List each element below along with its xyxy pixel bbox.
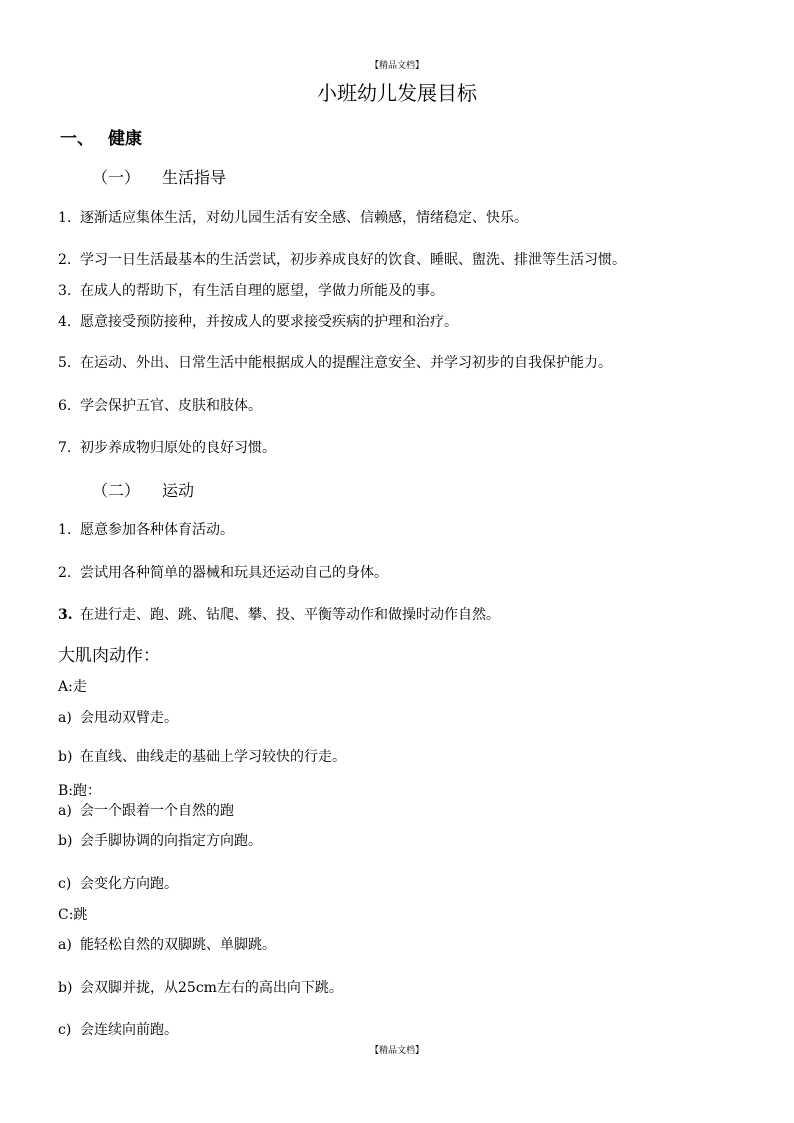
list-item: b) 在直线、曲线走的基础上学习较快的行走。 <box>58 749 346 765</box>
list-item: 5. 在运动、外出、日常生活中能根据成人的提醒注意安全、并学习初步的自我保护能力。 <box>58 355 612 371</box>
big-motor-heading: 大肌肉动作： <box>58 646 160 666</box>
list-item: c) 会连续向前跑。 <box>58 1022 178 1038</box>
list-item: c) 会变化方向跑。 <box>58 876 178 892</box>
group-label-run: B:跑： <box>58 783 102 799</box>
list-item: 2. 尝试用各种简单的器械和玩具还运动自己的身体。 <box>58 565 388 581</box>
subsection-label: 生活指导 <box>162 168 227 187</box>
section-number: 一、 <box>60 129 94 149</box>
page-footer: 【精品文档】 <box>369 1046 424 1056</box>
page-title: 小班幼儿发展目标 <box>317 81 477 105</box>
list-item: 6. 学会保护五官、皮肤和肢体。 <box>58 398 262 414</box>
group-label-walk: A:走 <box>58 679 87 695</box>
list-item: 3. 在进行走、跑、跳、钻爬、攀、投、平衡等动作和做操时动作自然。 <box>58 607 500 623</box>
subsection-number: （二） <box>92 481 141 500</box>
section-heading-health <box>60 124 142 149</box>
list-item: 1. 愿意参加各种体育活动。 <box>58 522 234 538</box>
list-item: a) 会一个跟着一个自然的跑 <box>58 803 234 819</box>
list-item: b) 会双脚并拢，从25cm左右的高出向下跳。 <box>58 980 343 996</box>
list-item: 2. 学习一日生活最基本的生活尝试，初步养成良好的饮食、睡眠、盥洗、排泄等生活习惯。 <box>58 252 626 268</box>
subsection-heading-exercise <box>92 478 194 501</box>
subsection-label: 运动 <box>162 481 195 500</box>
list-item: 1. 逐渐适应集体生活，对幼儿园生活有安全感、信赖感，情绪稳定、快乐。 <box>58 210 528 226</box>
list-item: a) 会甩动双臂走。 <box>58 710 178 726</box>
subsection-number: （一） <box>92 168 141 187</box>
list-item: a) 能轻松自然的双脚跳、单脚跳。 <box>58 937 276 953</box>
section-label: 健康 <box>108 129 142 149</box>
subsection-heading-life-guidance <box>92 165 226 188</box>
group-label-jump: C:跳 <box>58 907 88 923</box>
list-item: 7. 初步养成物归原处的良好习惯。 <box>58 440 276 456</box>
list-item: 3. 在成人的帮助下，有生活自理的愿望，学做力所能及的事。 <box>58 283 444 299</box>
page-header: 【精品文档】 <box>369 61 424 71</box>
list-item: b) 会手脚协调的向指定方向跑。 <box>58 833 262 849</box>
list-item: 4. 愿意接受预防接种，并按成人的要求接受疾病的护理和治疗。 <box>58 314 458 330</box>
